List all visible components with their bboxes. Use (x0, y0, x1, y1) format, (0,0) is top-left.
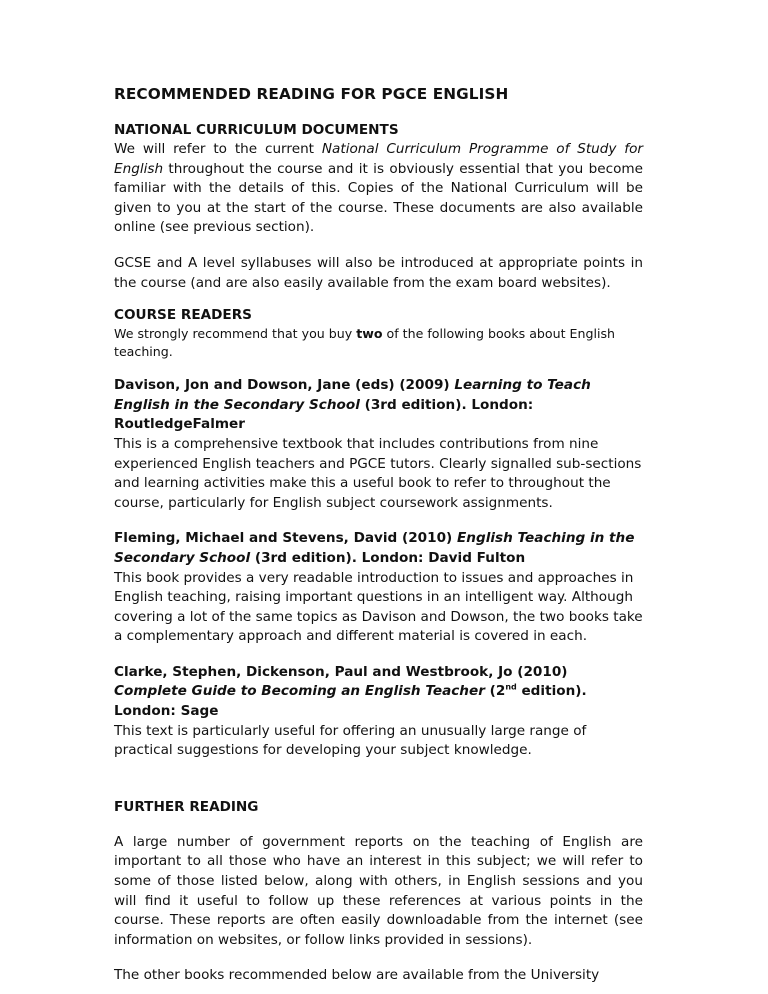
book-publication: edition). London: Sage (114, 683, 587, 720)
text-run: We strongly recommend that you buy (114, 326, 357, 342)
gcse-paragraph: GCSE and A level syllabuses will also be introduced at appropriate points in the course (and are also easily available from the exam board websites). (114, 254, 643, 291)
ordinal-suffix: nd (505, 682, 517, 692)
text-run: throughout the course and it is obviously essential that you become familiar with the details of this. Copies of the National Curriculum will be given to you at the start of the course. These documents are also available online (see previous section). (114, 160, 643, 236)
book-reference-fleming (114, 529, 643, 568)
book-title: Learning to Teach English in the Secondary School (114, 377, 591, 413)
section-heading-course-readers: COURSE READERS (114, 307, 252, 324)
text-run: We will refer to the current (114, 141, 322, 157)
further-reading-paragraph: A large number of government reports on the teaching of English are important to all those who have an interest in this subject; we will refer to some of those listed below, along with others, in English sessions and you will find it useful to follow up these references at various points in the course. These reports are often easily downloadable from the internet (see information on websites, or follow links provided in sessions). (114, 833, 643, 948)
book-authors: Davison, Jon and Dowson, Jane (eds) (2009) (114, 377, 455, 394)
course-readers-intro (114, 325, 643, 360)
national-curriculum-paragraph (114, 140, 643, 238)
page-title: RECOMMENDED READING FOR PGCE ENGLISH (114, 85, 509, 103)
book-description-clarke: This text is particularly useful for offering an unusually large range of practical suggestions for developing your subject knowledge. (114, 722, 587, 759)
bold-emphasis: two (356, 326, 383, 342)
book-reference-davison (114, 376, 643, 435)
section-heading-national-curriculum: NATIONAL CURRICULUM DOCUMENTS (114, 122, 399, 138)
text-run: of the following books about English teaching. (114, 326, 616, 359)
book-title: Complete Guide to Becoming an English Teacher (114, 683, 485, 700)
book-description-davison: This is a comprehensive textbook that includes contributions from nine experienced English teachers and PGCE tutors. Clearly signalled sub-sections and learning activities make this a useful book to refer to throughout the course, particularly for English subject coursework assignments. (114, 435, 642, 511)
book-publication: (3rd edition). London: RoutledgeFalmer (114, 396, 534, 433)
book-authors: Clarke, Stephen, Dickenson, Paul and Westbrook, Jo (2010) (114, 663, 568, 680)
book-publication: (2 (484, 683, 506, 700)
section-heading-further-reading: FURTHER READING (114, 798, 259, 815)
book-description-fleming: This book provides a very readable introduction to issues and approaches in English teaching, raising important questions in an intelligent way. Although covering a lot of the same topics as Davison and Dowson, the two books take a complementary approach and different material is covered in each. (114, 569, 643, 645)
further-reading-paragraph-2: The other books recommended below are available from the University (114, 967, 600, 984)
italic-document-title: National Curriculum Programme of Study for English (114, 141, 643, 177)
book-publication: (3rd edition). London: David Fulton (250, 549, 526, 566)
book-reference-clarke (114, 663, 643, 722)
book-authors: Fleming, Michael and Stevens, David (2010) (114, 530, 458, 547)
book-title: English Teaching in the Secondary School (114, 530, 635, 566)
